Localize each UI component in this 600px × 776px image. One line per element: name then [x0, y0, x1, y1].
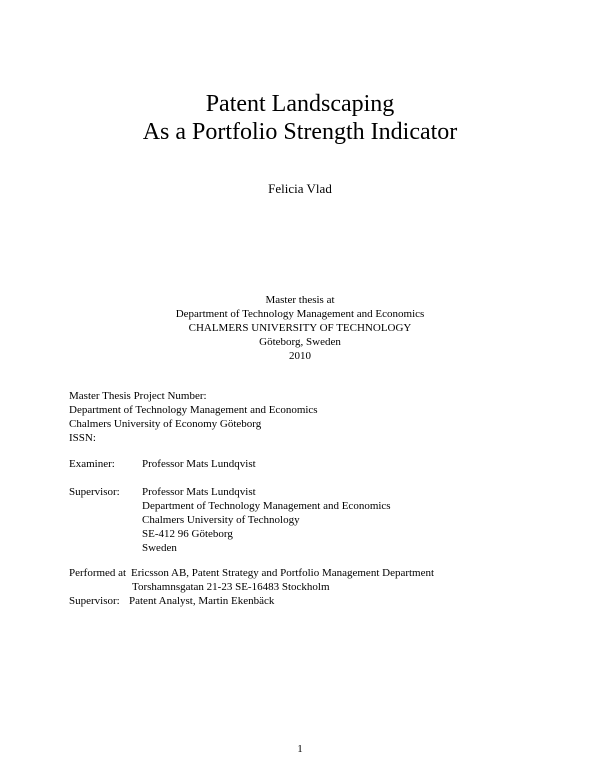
thesis-line-1: Master thesis at	[265, 294, 335, 306]
thesis-line-5: 2010	[289, 350, 311, 362]
supervisor-details	[142, 485, 391, 555]
performed-block	[69, 566, 434, 608]
supervisor-line: Sweden	[142, 542, 177, 554]
thesis-line-3: CHALMERS UNIVERSITY OF TECHNOLOGY	[188, 322, 412, 334]
supervisor-label: Supervisor:	[69, 486, 120, 498]
title-block	[0, 90, 600, 146]
thesis-line-2: Department of Technology Management and Economics	[175, 308, 425, 320]
supervisor-line: Chalmers University of Technology	[142, 514, 300, 526]
supervisor-line: Professor Mats Lundqvist	[142, 486, 256, 498]
supervisor-row	[69, 485, 391, 555]
supervisor-line: SE-412 96 Göteborg	[142, 528, 233, 540]
title-line-2: As a Portfolio Strength Indicator	[142, 119, 458, 145]
examiner-label: Examiner:	[69, 458, 115, 470]
supervisor2-label: Supervisor:	[69, 595, 120, 607]
supervisor2-value: Patent Analyst, Martin Ekenbäck	[129, 595, 275, 607]
supervisor-line: Department of Technology Management and Economics	[142, 500, 391, 512]
performed-address: Torshamnsgatan 21-23 SE-16483 Stockholm	[132, 581, 330, 593]
project-line-1: Master Thesis Project Number:	[69, 390, 207, 402]
examiner-row	[69, 457, 256, 471]
thesis-line-4: Göteborg, Sweden	[259, 336, 341, 348]
project-line-4: ISSN:	[69, 432, 96, 444]
performed-value: Ericsson AB, Patent Strategy and Portfolio Management Department	[131, 567, 435, 579]
project-line-2: Department of Technology Management and Economics	[69, 404, 318, 416]
author-name: Felicia Vlad	[268, 181, 332, 196]
project-info-block	[69, 389, 318, 445]
title-line-1: Patent Landscaping	[205, 91, 395, 117]
performed-row	[69, 566, 434, 580]
supervisor2-row	[69, 594, 434, 608]
examiner-value: Professor Mats Lundqvist	[142, 458, 256, 470]
performed-label: Performed at	[69, 567, 127, 579]
project-line-3: Chalmers University of Economy Göteborg	[69, 418, 262, 430]
thesis-info-block	[0, 293, 600, 363]
page-number: 1	[297, 743, 303, 755]
